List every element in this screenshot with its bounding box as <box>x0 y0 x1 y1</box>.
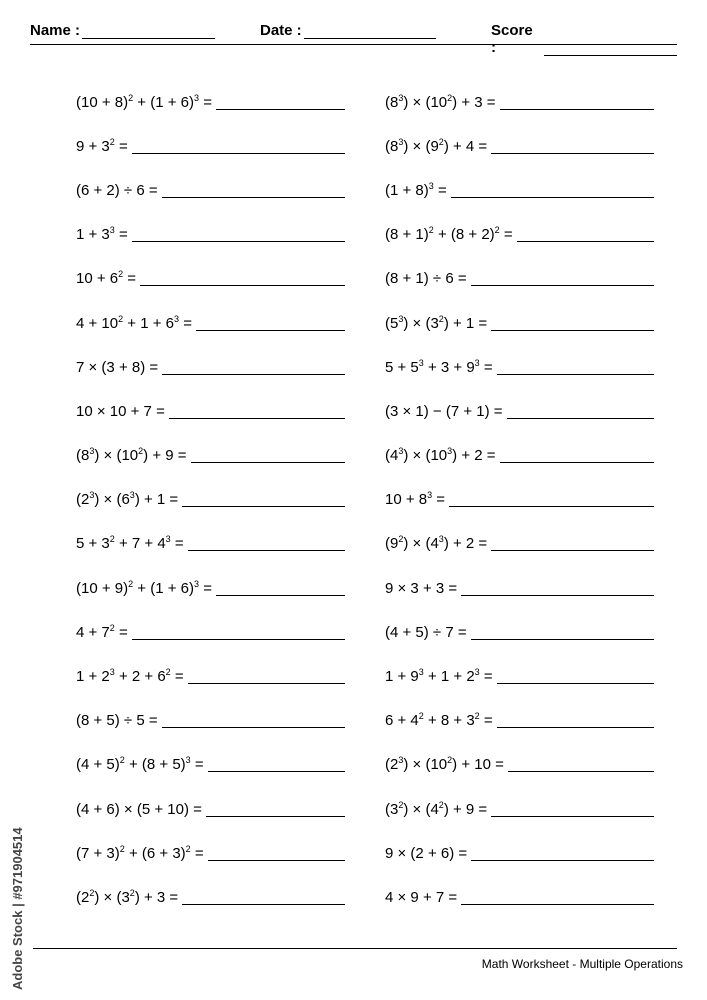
answer-blank[interactable] <box>471 625 654 640</box>
name-field <box>30 22 215 39</box>
problem-expression: $(4^3) \times (10^3) + 2$ = <box>385 446 496 465</box>
problem-expression: (8 + 5) ÷ 5 = <box>76 712 158 730</box>
problem-row <box>70 389 345 433</box>
problem-row <box>379 566 654 610</box>
footer-caption: Math Worksheet - Multiple Operations <box>481 957 683 971</box>
answer-blank[interactable] <box>491 139 654 154</box>
date-field <box>260 22 436 39</box>
answer-blank[interactable] <box>451 183 654 198</box>
answer-blank[interactable] <box>208 757 345 772</box>
date-blank[interactable] <box>304 24 436 39</box>
date-label: Date : <box>260 22 302 39</box>
answer-blank[interactable] <box>497 713 654 728</box>
name-blank[interactable] <box>82 24 215 39</box>
footer-divider <box>33 948 677 949</box>
answer-blank[interactable] <box>162 360 345 375</box>
problem-expression: (4 + 6) × (5 + 10) = <box>76 800 202 818</box>
problem-row <box>379 124 654 168</box>
answer-blank[interactable] <box>517 227 654 242</box>
answer-blank[interactable] <box>132 139 345 154</box>
answer-blank[interactable] <box>182 492 345 507</box>
problem-expression: $(4 + 5)^2 + (8 + 5)^3$ = <box>76 755 204 774</box>
adobe-stock-watermark <box>6 770 28 990</box>
problem-expression: $(8^3) \times (10^2) + 9$ = <box>76 446 187 465</box>
answer-blank[interactable] <box>162 183 345 198</box>
score-field <box>491 22 677 56</box>
problem-expression: 9 × 3 + 3 = <box>385 579 458 597</box>
problem-row <box>70 566 345 610</box>
problem-row <box>70 213 345 257</box>
problem-row <box>70 345 345 389</box>
answer-blank[interactable] <box>132 227 345 242</box>
problem-row <box>379 699 654 743</box>
problem-row <box>379 345 654 389</box>
problem-row <box>70 522 345 566</box>
problem-expression: $(8^3) \times (10^2) + 3$ = <box>385 92 496 111</box>
answer-blank[interactable] <box>208 846 345 861</box>
problem-row <box>70 124 345 168</box>
answer-blank[interactable] <box>162 713 345 728</box>
answer-blank[interactable] <box>461 890 654 905</box>
problem-expression: $10 + 8^3$ = <box>385 490 446 509</box>
problem-row <box>379 389 654 433</box>
problem-row <box>379 80 654 124</box>
answer-blank[interactable] <box>471 846 654 861</box>
problem-row <box>70 80 345 124</box>
problem-row <box>379 213 654 257</box>
problem-expression: $6 + 4^2 + 8 + 3^2$ = <box>385 711 493 730</box>
problem-expression: (4 + 5) ÷ 7 = <box>385 623 467 641</box>
problem-row <box>70 787 345 831</box>
problem-row <box>379 875 654 919</box>
problem-expression: $9 + 3^2$ = <box>76 136 128 155</box>
answer-blank[interactable] <box>471 271 654 286</box>
answer-blank[interactable] <box>196 316 345 331</box>
problem-row <box>379 743 654 787</box>
answer-blank[interactable] <box>508 757 654 772</box>
answer-blank[interactable] <box>491 802 654 817</box>
problem-expression: $4 + 10^2 + 1 + 6^3$ = <box>76 313 192 332</box>
problem-expression: $10 + 6^2$ = <box>76 269 137 288</box>
problem-expression: $(3^2) \times (4^2) + 9$ = <box>385 799 488 818</box>
score-blank[interactable] <box>544 41 677 56</box>
problem-row <box>70 257 345 301</box>
answer-blank[interactable] <box>449 492 654 507</box>
problem-expression: $(2^2) \times (3^2) + 3$ = <box>76 887 179 906</box>
answer-blank[interactable] <box>216 95 345 110</box>
problem-expression: $4 + 7^2$ = <box>76 622 128 641</box>
answer-blank[interactable] <box>206 802 345 817</box>
problem-row <box>379 831 654 875</box>
problem-row <box>70 168 345 212</box>
problem-row <box>379 610 654 654</box>
problem-row <box>379 522 654 566</box>
problem-expression: 9 × (2 + 6) = <box>385 844 468 862</box>
problem-expression: 10 × 10 + 7 = <box>76 402 165 420</box>
watermark-text: Adobe Stock | #971904514 <box>10 827 25 990</box>
answer-blank[interactable] <box>182 890 345 905</box>
problem-expression: $(7 + 3)^2 + (6 + 3)^2$ = <box>76 843 204 862</box>
answer-blank[interactable] <box>500 448 654 463</box>
problem-row <box>379 787 654 831</box>
answer-blank[interactable] <box>188 669 345 684</box>
problem-row <box>70 743 345 787</box>
answer-blank[interactable] <box>461 581 654 596</box>
problem-expression: $(9^2) \times (4^3) + 2$ = <box>385 534 488 553</box>
problem-row <box>379 434 654 478</box>
problem-expression: $(2^3) \times (6^3) + 1$ = <box>76 490 179 509</box>
worksheet-header <box>30 22 677 56</box>
problem-expression: $(8^3) \times (9^2) + 4$ = <box>385 136 488 155</box>
problem-row <box>70 301 345 345</box>
answer-blank[interactable] <box>497 669 654 684</box>
problem-expression: (3 × 1) − (7 + 1) = <box>385 402 503 420</box>
problem-expression: $1 + 2^3 + 2 + 6^2$ = <box>76 667 184 686</box>
problem-expression: $(5^3) \times (3^2) + 1$ = <box>385 313 488 332</box>
problems-right-column <box>379 80 654 920</box>
answer-blank[interactable] <box>132 625 345 640</box>
problem-row <box>379 478 654 522</box>
answer-blank[interactable] <box>497 360 654 375</box>
answer-blank[interactable] <box>491 316 654 331</box>
problem-row <box>70 610 345 654</box>
problem-row <box>70 875 345 919</box>
problem-expression: $(10 + 9)^2 + (1 + 6)^3$ = <box>76 578 212 597</box>
problem-row <box>70 434 345 478</box>
answer-blank[interactable] <box>507 404 654 419</box>
answer-blank[interactable] <box>216 581 345 596</box>
problem-expression: $1 + 3^3$ = <box>76 225 128 244</box>
problem-row <box>70 478 345 522</box>
problem-expression: 4 × 9 + 7 = <box>385 888 458 906</box>
problem-row <box>70 699 345 743</box>
problem-expression: $(2^3) \times (10^2) + 10$ = <box>385 755 504 774</box>
problem-expression: $(10 + 8)^2 + (1 + 6)^3$ = <box>76 92 212 111</box>
problem-row <box>379 257 654 301</box>
answer-blank[interactable] <box>188 536 345 551</box>
answer-blank[interactable] <box>491 536 654 551</box>
problem-expression: $5 + 5^3 + 3 + 9^3$ = <box>385 357 493 376</box>
problem-expression: $5 + 3^2 + 7 + 4^3$ = <box>76 534 184 553</box>
problem-expression: $(8 + 1)^2 + (8 + 2)^2$ = <box>385 225 513 244</box>
problem-row <box>379 301 654 345</box>
answer-blank[interactable] <box>500 95 654 110</box>
answer-blank[interactable] <box>169 404 345 419</box>
problem-expression: (8 + 1) ÷ 6 = <box>385 270 467 288</box>
problem-row <box>379 168 654 212</box>
problem-expression: $(1 + 8)^3$ = <box>385 180 447 199</box>
answer-blank[interactable] <box>191 448 345 463</box>
problem-expression: $1 + 9^3 + 1 + 2^3$ = <box>385 667 493 686</box>
problem-expression: (6 + 2) ÷ 6 = <box>76 181 158 199</box>
problem-row <box>379 654 654 698</box>
problem-row <box>70 654 345 698</box>
score-label: Score : <box>491 22 533 56</box>
name-label: Name : <box>30 22 81 39</box>
problem-row <box>70 831 345 875</box>
problems-left-column <box>70 80 345 920</box>
problem-expression: 7 × (3 + 8) = <box>76 358 159 376</box>
answer-blank[interactable] <box>140 271 345 286</box>
